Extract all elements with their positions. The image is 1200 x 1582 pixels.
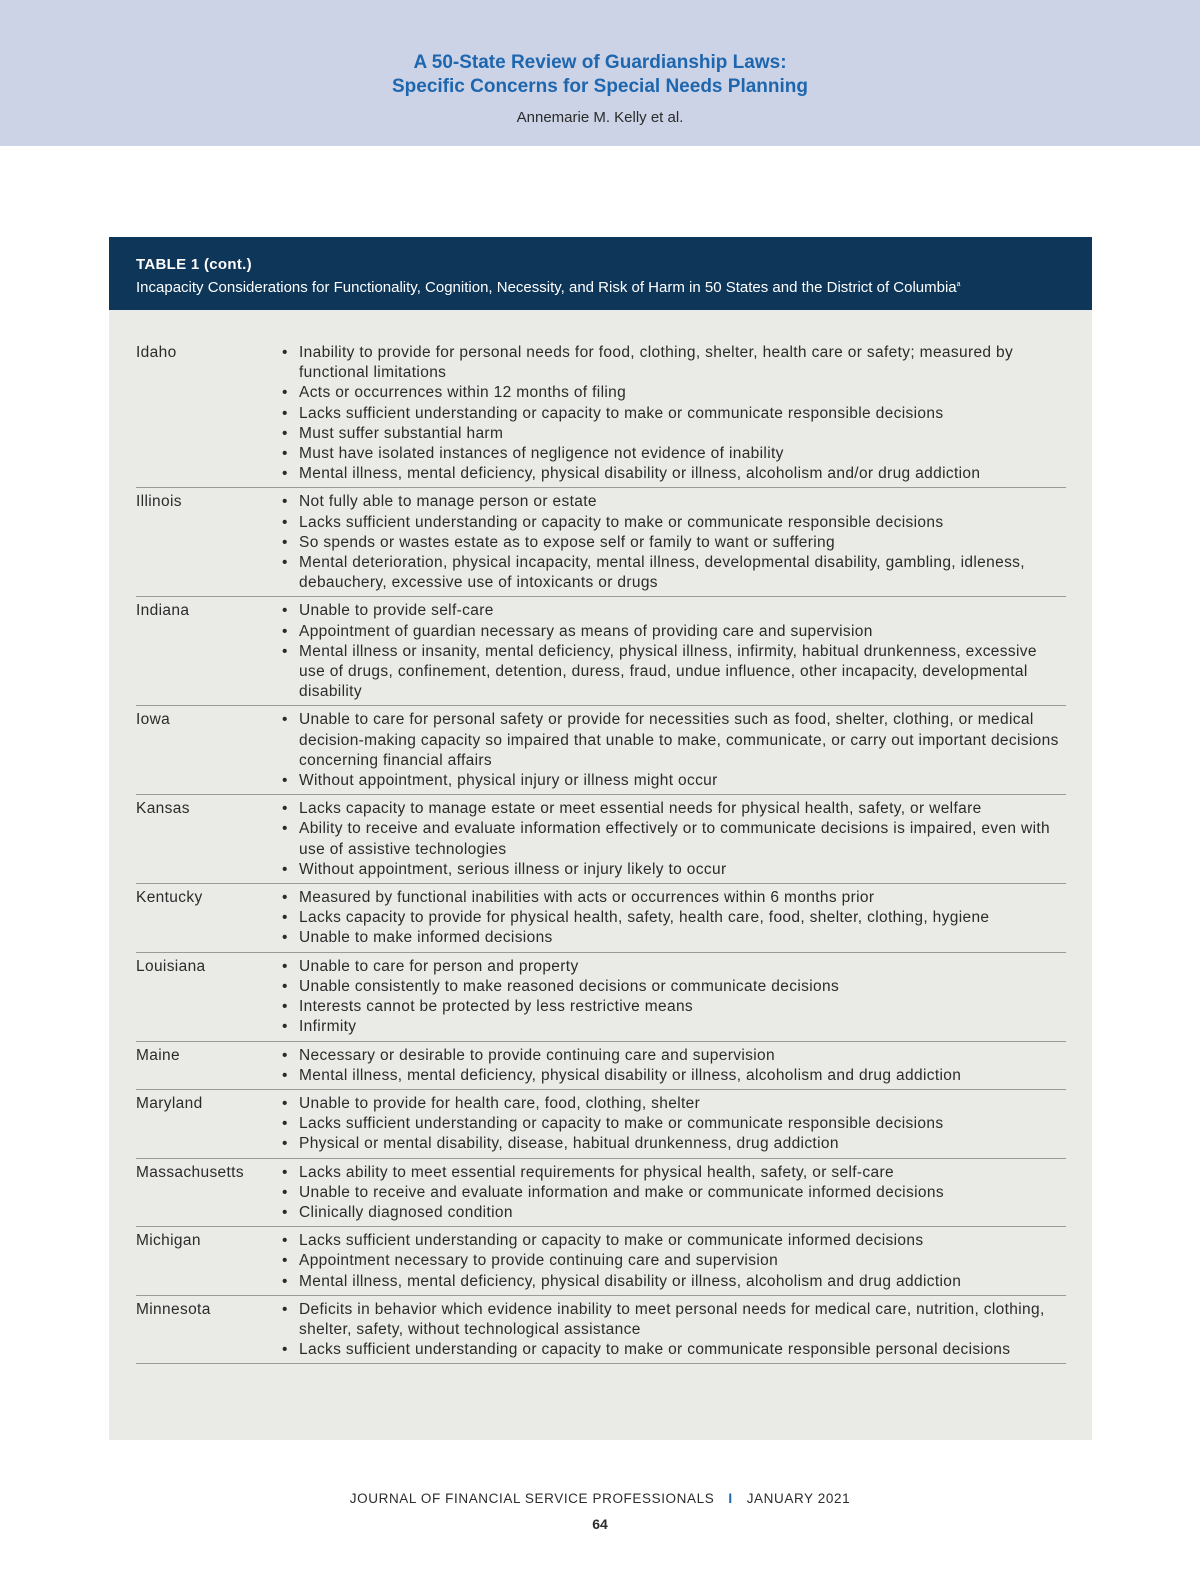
state-name: Michigan bbox=[136, 1232, 201, 1250]
criteria-item: • Mental illness or insanity, mental deficiency, physical illness, infirmity, habitual drunkenness, excessive use of drugs, confinement, detention, duress, fraud, undue influence, other incapacity, developmental disability bbox=[279, 642, 1066, 703]
table-row bbox=[136, 1227, 1066, 1296]
criteria-item: • Necessary or desirable to provide continuing care and supervision bbox=[279, 1046, 1066, 1066]
table-row bbox=[136, 706, 1066, 795]
header-band bbox=[0, 0, 1200, 146]
criteria-item: • Measured by functional inabilities with acts or occurrences within 6 months prior bbox=[279, 888, 1066, 908]
criteria-item: • Lacks sufficient understanding or capacity to make or communicate responsible personal decisions bbox=[279, 1340, 1066, 1360]
page-number: 64 bbox=[592, 1516, 608, 1532]
criteria-item: • Lacks sufficient understanding or capacity to make or communicate responsible decisions bbox=[279, 513, 1066, 533]
criteria-item: • Mental illness, mental deficiency, physical disability or illness, alcoholism and/or drug addiction bbox=[279, 464, 1066, 484]
table-rows bbox=[136, 343, 1066, 1364]
criteria-item: • Lacks capacity to provide for physical health, safety, health care, food, shelter, clothing, hygiene bbox=[279, 908, 1066, 928]
criteria-item: • Without appointment, physical injury or illness might occur bbox=[279, 771, 1066, 791]
table-caption bbox=[136, 275, 1065, 298]
criteria-item: • Unable to provide for health care, food, clothing, shelter bbox=[279, 1094, 1066, 1114]
table-row bbox=[136, 597, 1066, 706]
state-name: Idaho bbox=[136, 344, 177, 361]
criteria-item: • Mental illness, mental deficiency, physical disability or illness, alcoholism and drug addiction bbox=[279, 1066, 1066, 1086]
criteria-item: • Not fully able to manage person or estate bbox=[279, 492, 1066, 512]
table-label: TABLE 1 (cont.) bbox=[136, 256, 252, 273]
criteria-list bbox=[279, 601, 1066, 702]
criteria-item: • Appointment of guardian necessary as means of providing care and supervision bbox=[279, 622, 1066, 642]
table-body bbox=[109, 310, 1092, 1440]
table-header bbox=[109, 237, 1092, 310]
criteria-item: • Unable to make informed decisions bbox=[279, 928, 1066, 948]
criteria-list bbox=[279, 343, 1066, 484]
footer-separator: I bbox=[728, 1491, 733, 1506]
criteria-item: • Unable to provide self-care bbox=[279, 601, 1066, 621]
state-name: Iowa bbox=[136, 711, 171, 729]
table-row bbox=[136, 795, 1066, 884]
criteria-list bbox=[279, 1231, 1066, 1292]
table-caption-note: a bbox=[956, 281, 961, 288]
criteria-list bbox=[279, 1094, 1066, 1155]
state-name: Indiana bbox=[136, 602, 190, 620]
criteria-list bbox=[279, 888, 1066, 949]
criteria-item: • Lacks capacity to manage estate or meet essential needs for physical health, safety, or welfare bbox=[279, 799, 1066, 819]
table-row bbox=[136, 1090, 1066, 1159]
criteria-item: • So spends or wastes estate as to expose self or family to want or suffering bbox=[279, 533, 1066, 553]
criteria-item: • Lacks sufficient understanding or capacity to make or communicate informed decisions bbox=[279, 1231, 1066, 1251]
criteria-item: • Inability to provide for personal needs for food, clothing, shelter, health care or safety; measured by functional limitations bbox=[279, 343, 1066, 383]
criteria-list bbox=[279, 710, 1066, 791]
criteria-list bbox=[279, 1046, 1066, 1086]
table-row bbox=[136, 884, 1066, 953]
table-row bbox=[136, 488, 1066, 597]
table-row bbox=[136, 953, 1066, 1042]
state-name: Massachusetts bbox=[136, 1163, 244, 1181]
criteria-item: • Infirmity bbox=[279, 1017, 1066, 1037]
table-row bbox=[136, 1296, 1066, 1365]
article-title bbox=[0, 51, 1200, 99]
journal-name: JOURNAL OF FINANCIAL SERVICE PROFESSIONALS bbox=[349, 1491, 715, 1506]
criteria-item: • Clinically diagnosed condition bbox=[279, 1203, 1066, 1223]
criteria-list bbox=[279, 492, 1066, 593]
criteria-item: • Must have isolated instances of negligence not evidence of inability bbox=[279, 444, 1066, 464]
criteria-item: • Must suffer substantial harm bbox=[279, 424, 1066, 444]
state-name: Illinois bbox=[136, 493, 182, 511]
table-row bbox=[136, 1042, 1066, 1090]
table-row bbox=[136, 343, 1066, 488]
state-name: Kansas bbox=[136, 800, 190, 818]
criteria-list bbox=[279, 1300, 1066, 1361]
article-author: Annemarie M. Kelly et al. bbox=[516, 109, 684, 126]
article-title-line-2: Specific Concerns for Special Needs Planning bbox=[391, 76, 808, 97]
criteria-item: • Lacks sufficient understanding or capacity to make or communicate responsible decisions bbox=[279, 1114, 1066, 1134]
criteria-list bbox=[279, 957, 1066, 1038]
state-name: Maryland bbox=[136, 1094, 203, 1112]
criteria-item: • Interests cannot be protected by less restrictive means bbox=[279, 997, 1066, 1017]
table-caption-text: Incapacity Considerations for Functionality, Cognition, Necessity, and Risk of Harm in 50 States and the District of Columbia bbox=[136, 279, 957, 296]
criteria-list bbox=[279, 799, 1066, 880]
article-title-line-1: A 50-State Review of Guardianship Laws: bbox=[413, 52, 787, 73]
criteria-item: • Deficits in behavior which evidence inability to meet personal needs for medical care, nutrition, clothing, shelter, safety, without technological assistance bbox=[279, 1300, 1066, 1340]
criteria-item: • Physical or mental disability, disease, habitual drunkenness, drug addiction bbox=[279, 1134, 1066, 1154]
criteria-item: • Mental deterioration, physical incapacity, mental illness, developmental disability, gambling, idleness, debauchery, excessive use of intoxicants or drugs bbox=[279, 553, 1066, 593]
criteria-item: • Unable to receive and evaluate information and make or communicate informed decisions bbox=[279, 1183, 1066, 1203]
page-footer bbox=[0, 1491, 1200, 1506]
table-row bbox=[136, 1159, 1066, 1228]
criteria-item: • Mental illness, mental deficiency, physical disability or illness, alcoholism and drug addiction bbox=[279, 1272, 1066, 1292]
criteria-item: • Unable to care for personal safety or provide for necessities such as food, shelter, clothing, or medical decision-making capacity so impaired that unable to make, communicate, or carry out important decisions concerning financial affairs bbox=[279, 710, 1066, 771]
criteria-item: • Unable consistently to make reasoned decisions or communicate decisions bbox=[279, 977, 1066, 997]
criteria-item: • Without appointment, serious illness or injury likely to occur bbox=[279, 860, 1066, 880]
criteria-item: • Lacks ability to meet essential requirements for physical health, safety, or self-care bbox=[279, 1163, 1066, 1183]
issue-date: JANUARY 2021 bbox=[746, 1491, 851, 1506]
state-name: Maine bbox=[136, 1046, 180, 1064]
criteria-item: • Ability to receive and evaluate information effectively or to communicate decisions is impaired, even with use of assistive technologies bbox=[279, 819, 1066, 859]
criteria-list bbox=[279, 1163, 1066, 1224]
criteria-item: • Unable to care for person and property bbox=[279, 957, 1066, 977]
criteria-item: • Appointment necessary to provide continuing care and supervision bbox=[279, 1251, 1066, 1271]
state-name: Kentucky bbox=[136, 889, 203, 907]
criteria-item: • Acts or occurrences within 12 months of filing bbox=[279, 383, 1066, 403]
state-name: Minnesota bbox=[136, 1300, 211, 1318]
state-name: Louisiana bbox=[136, 957, 206, 975]
criteria-item: • Lacks sufficient understanding or capacity to make or communicate responsible decisions bbox=[279, 404, 1066, 424]
